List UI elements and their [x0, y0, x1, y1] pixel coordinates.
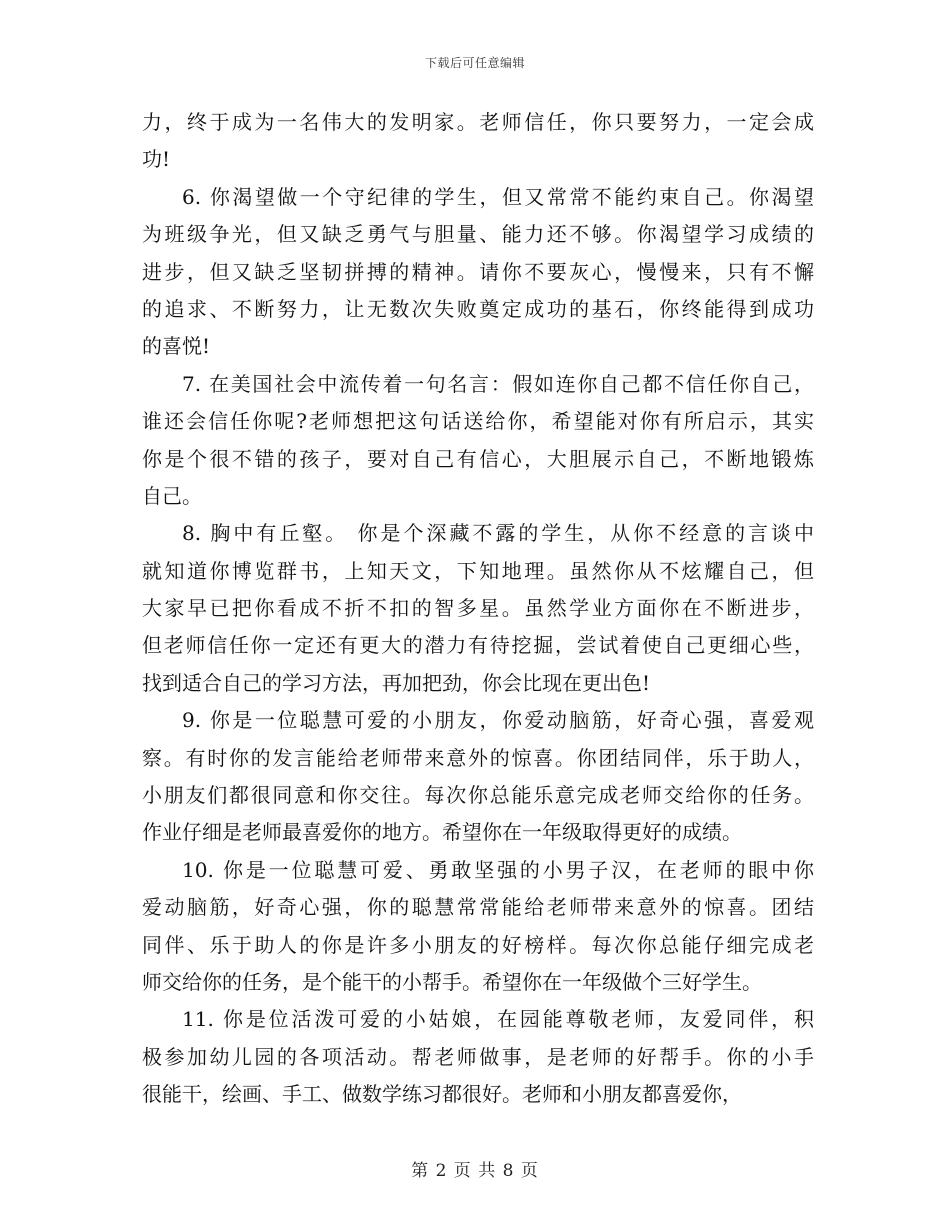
text-line: 自己。	[142, 483, 202, 508]
text-line: 11. 你是位活泼可爱的小姑娘，在园能尊敬老师，友爱同伴，积	[182, 1007, 814, 1032]
paragraph-item-10	[142, 852, 814, 1002]
text-line: 进步，但又缺乏坚韧拼搏的精神。请你不要灰心，慢慢来，只有不懈	[142, 259, 814, 284]
text-line: 小朋友们都很同意和你交往。每次你总能乐意完成老师交给你的任务。	[142, 783, 814, 808]
text-line: 的追求、不断努力，让无数次失败奠定成功的基石，你终能得到成功	[142, 296, 814, 321]
text-line: 就知道你博览群书，上知天文，下知地理。虽然你从不炫耀自己，但	[142, 558, 814, 583]
text-line: 找到适合自己的学习方法，再加把劲，你会比现在更出色!	[142, 670, 651, 695]
text-line: 谁还会信任你呢?老师想把这句话送给你，希望能对你有所启示，其实	[142, 409, 814, 434]
text-line: 10. 你是一位聪慧可爱、勇敢坚强的小男子汉，在老师的眼中你	[182, 857, 814, 882]
text-line: 同伴、乐于助人的你是许多小朋友的好榜样。每次你总能仔细完成老	[142, 932, 814, 957]
paragraph-item-11	[142, 1001, 814, 1113]
paragraph-item-8	[142, 515, 814, 702]
text-line: 师交给你的任务，是个能干的小帮手。希望你在一年级做个三好学生。	[142, 969, 762, 994]
text-line: 察。有时你的发言能给老师带来意外的惊喜。你团结同伴，乐于助人，	[142, 745, 814, 770]
text-line: 爱动脑筋，好奇心强，你的聪慧常常能给老师带来意外的惊喜。团结	[142, 895, 814, 920]
text-line: 7. 在美国社会中流传着一句名言：假如连你自己都不信任你自己，	[182, 371, 814, 396]
text-line: 力，终于成为一名伟大的发明家。老师信任，你只要努力，一定会成	[142, 110, 814, 134]
paragraph-item-6	[142, 179, 814, 366]
paragraph-item-9	[142, 702, 814, 852]
text-line: 但老师信任你一定还有更大的潜力有待挖掘，尝试着使自己更细心些，	[142, 633, 814, 658]
text-line: 9. 你是一位聪慧可爱的小朋友，你爱动脑筋，好奇心强，喜爱观	[182, 708, 814, 733]
page-number-footer: 第 2 页 共 8 页	[411, 1161, 539, 1181]
text-line: 大家早已把你看成不折不扣的智多星。虽然学业方面你在不断进步，	[142, 596, 814, 621]
text-line: 6. 你渴望做一个守纪律的学生，但又常常不能约束自己。你渴望	[182, 184, 814, 209]
text-line: 功!	[142, 147, 171, 172]
text-line: 你是个很不错的孩子，要对自己有信心，大胆展示自己，不断地锻炼	[142, 446, 814, 471]
paragraph-item-7	[142, 366, 814, 516]
text-line: 的喜悦!	[142, 334, 211, 359]
paragraph	[142, 104, 814, 179]
text-line: 作业仔细是老师最喜爱你的地方。希望你在一年级取得更好的成绩。	[142, 820, 742, 845]
text-line: 很能干，绘画、手工、做数学练习都很好。老师和小朋友都喜爱你，	[142, 1082, 742, 1107]
text-line: 为班级争光，但又缺乏勇气与胆量、能力还不够。你渴望学习成绩的	[142, 222, 814, 247]
text-line: 极参加幼儿园的各项活动。帮老师做事，是老师的好帮手。你的小手	[142, 1044, 814, 1069]
document-body	[142, 104, 814, 1114]
page-header: 下载后可任意编辑	[424, 56, 525, 70]
text-line: 8. 胸中有丘壑。 你是个深藏不露的学生，从你不经意的言谈中	[182, 521, 814, 546]
